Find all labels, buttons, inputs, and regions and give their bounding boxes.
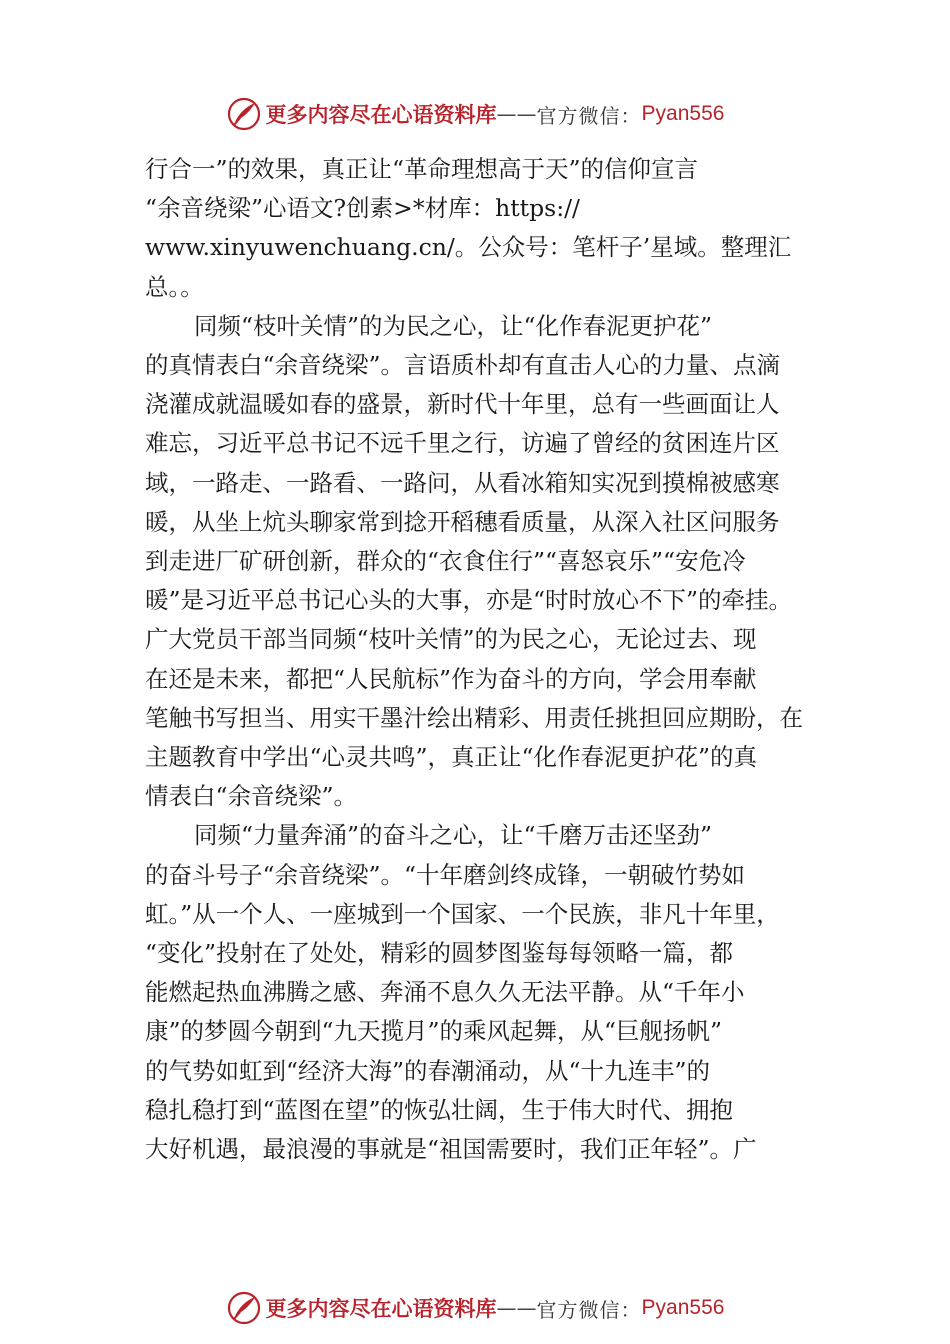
- text-line: 行合一”的效果，真正让“革命理想高于天”的信仰宣言: [145, 155, 699, 183]
- text-line: 的气势如虹到“经济大海”的春潮涌动，从“十九连丰”的: [145, 1056, 711, 1085]
- text-line: 广大党员干部当同频“枝叶关情”的为民之心，无论过去、现: [145, 625, 757, 654]
- header-banner: [0, 92, 950, 136]
- text-line: 总。。: [145, 272, 204, 301]
- text-line: 域，一路走、一路看、一路问，从看冰箱知实况到摸棉被感寒: [145, 468, 780, 497]
- text-line: “余音绕梁”心语文?创素>*材库：https://: [145, 194, 580, 223]
- text-line: 稳扎稳打到“蓝图在望”的恢弘壮阔，生于伟大时代、拥抱: [145, 1095, 734, 1124]
- text-line: 的奋斗号子“余音绕梁”。“十年磨剑终成锋，一朝破竹势如: [145, 860, 746, 889]
- text-line: 能燃起热血沸腾之感、奔涌不息久久无法平静。从“千年小: [145, 978, 745, 1007]
- document-body: [145, 150, 845, 1169]
- header-wechat-id: Pyan556: [641, 102, 725, 125]
- text-line: “变化”投射在了处处，精彩的圆梦图鉴每每领略一篇，都: [145, 939, 734, 968]
- text-line: 暖”是习近平总书记心头的大事，亦是“时时放心不下”的牵挂。: [145, 586, 793, 615]
- text-line: 难忘，习近平总书记不远千里之行，访遍了曾经的贫困连片区: [145, 429, 780, 458]
- footer-dash: ——: [496, 1296, 537, 1320]
- header-wechat-label: 官方微信：: [536, 103, 642, 128]
- footer-wechat-label: 官方微信：: [536, 1297, 642, 1322]
- quill-logo-icon: [226, 1290, 262, 1326]
- header-title: 更多内容尽在心语资料库: [265, 102, 497, 127]
- text-line: 暖，从坐上炕头聊家常到捻开稻穗看质量，从深入社区问服务: [145, 507, 780, 536]
- paragraph-start-line: 同频“枝叶关情”的为民之心，让“化作春泥更护花”: [194, 311, 713, 340]
- text-line: 虹。”从一个人、一座城到一个国家、一个民族，非凡十年里，: [145, 899, 780, 928]
- paragraph-start-line: 同频“力量奔涌”的奋斗之心，让“千磨万击还坚劲”: [194, 821, 713, 850]
- text-line: 笔触书写担当、用实干墨汁绘出精彩、用责任挑担回应期盼，在: [145, 703, 803, 732]
- quill-logo-icon: [226, 96, 262, 132]
- text-line: 在还是未来，都把“人民航标”作为奋斗的方向，学会用奉献: [145, 664, 757, 693]
- footer-wechat-id: Pyan556: [641, 1296, 725, 1319]
- text-line: 康”的梦圆今朝到“九天揽月”的乘风起舞，从“巨舰扬帆”: [145, 1017, 723, 1046]
- footer-title: 更多内容尽在心语资料库: [265, 1296, 497, 1321]
- text-line: www.xinyuwenchuang.cn/。公众号：笔杆子’星域。整理汇: [145, 233, 792, 262]
- text-line: 浇灌成就温暖如春的盛景，新时代十年里，总有一些画面让人: [145, 390, 780, 419]
- header-dash: ——: [496, 102, 537, 126]
- text-line: 的真情表白“余音绕梁”。言语质朴却有直击人心的力量、点滴: [145, 351, 781, 380]
- text-line: 大好机遇，最浪漫的事就是“祖国需要时，我们正年轻”。广: [145, 1135, 757, 1164]
- text-line: 情表白“余音绕梁”。: [145, 782, 358, 811]
- footer-banner: [0, 1286, 950, 1330]
- text-line: 到走进厂矿研创新，群众的“衣食住行”“喜怒哀乐”“安危冷: [145, 547, 746, 576]
- text-line: 主题教育中学出“心灵共鸣”，真正让“化作春泥更护花”的真: [145, 743, 758, 772]
